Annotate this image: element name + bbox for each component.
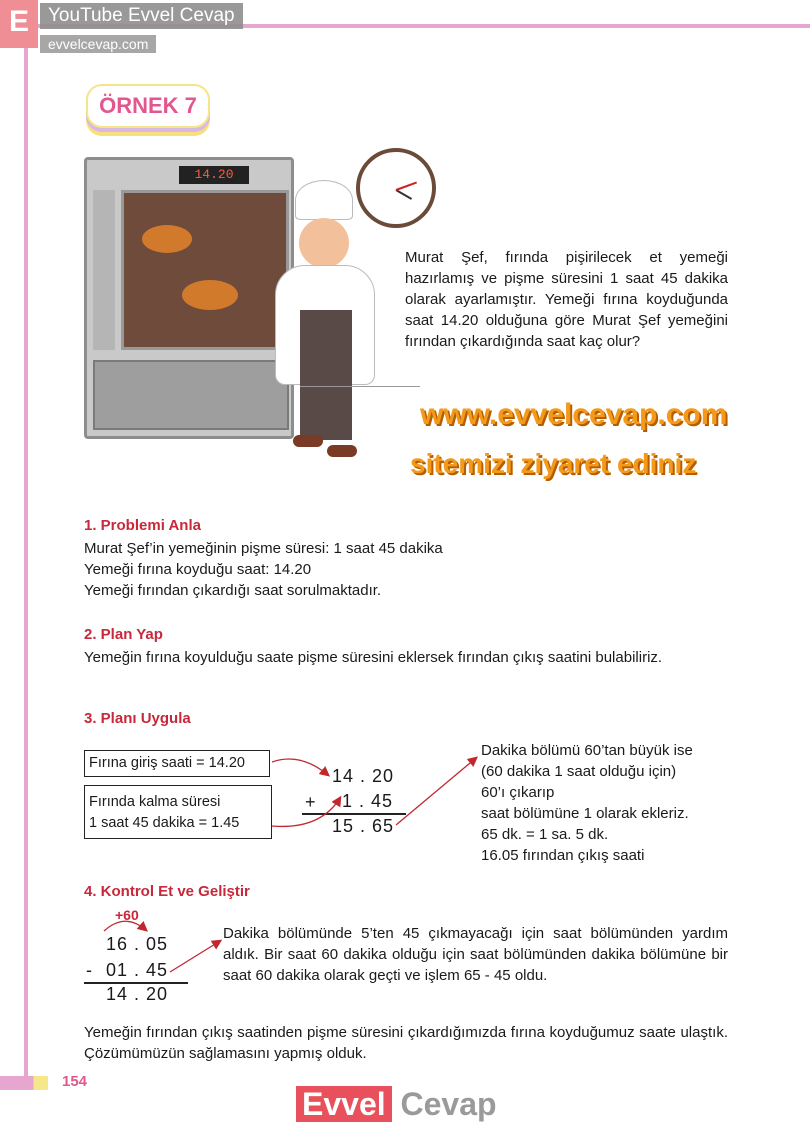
addend-2: 1 . 45 [342, 791, 394, 811]
note-line: 60’ı çıkarıp [481, 784, 555, 801]
section-3-title: 3. Planı Uygula [84, 710, 191, 727]
footer-logo-cevap: Cevap [400, 1086, 497, 1122]
line: Yemeği fırına koyduğu saat: 14.20 [84, 561, 312, 578]
footer-logo-evvel: Evvel [296, 1086, 392, 1122]
page-number: 154 [62, 1073, 88, 1090]
evvel-logo: E [0, 0, 38, 48]
watermark-site: www.evvelcevap.com [420, 398, 728, 431]
section-4-text: Dakika bölümünde 5’ten 45 çıkmayacağı için saat bölümünden yardım aldık. Bir saat 60 dakika olduğu için saat bölümünden dakika bölümüne bir saat 60 dakika olarak geçti ve işlem 65 - 45 oldu. [223, 925, 728, 984]
carry-label: +60 [115, 907, 139, 923]
section-4-title: 4. Kontrol Et ve Geliştir [84, 883, 250, 900]
site-banner[interactable]: evvelcevap.com [40, 35, 156, 53]
note-line: saat bölümüne 1 olarak ekleriz. [481, 805, 689, 822]
arrow [170, 941, 220, 972]
oven-display: 14.20 [179, 166, 249, 184]
page-number-bar [0, 1076, 48, 1090]
difference: 14 . 20 [106, 984, 169, 1004]
note-line: Dakika bölümü 60’tan büyük ise [481, 742, 693, 759]
footer-logo [296, 1086, 497, 1123]
sum-result: 15 . 65 [332, 816, 395, 836]
conclusion: Yemeğin fırından çıkış saatinden pişme süresini çıkardığımızda fırına koyduğumuz saate ulaştık. Çözümümüzün sağlamasını yapmış olduk. [84, 1024, 728, 1062]
arrow [272, 759, 328, 775]
arrow [272, 798, 340, 826]
subtrahend: 01 . 45 [106, 960, 169, 980]
note-line: (60 dakika 1 saat olduğu için) [481, 763, 677, 780]
line: Yemeği fırından çıkardığı saat sorulmaktadır. [84, 582, 382, 599]
problem-text: Murat Şef, fırında pişirilecek et yemeği hazırlamış ve pişme süresini 1 saat 45 dakika olarak ayarlamıştır. Yemeği fırına koyduğunda saat 14.20 olduğuna göre Murat Şef yemeğini fırından çıkardığında saat kaç olur? [405, 249, 728, 350]
section-2-text: Yemeğin fırına koyulduğu saate pişme süresini eklersek fırından çıkış saatini bulabiliriz. [84, 649, 663, 666]
section-2-title: 2. Plan Yap [84, 626, 163, 643]
example-title: ÖRNEK 7 [86, 84, 210, 128]
line: Murat Şef’in yemeğinin pişme süresi: 1 saat 45 dakika [84, 540, 443, 557]
minuend: 16 . 05 [106, 934, 169, 954]
duration-label: Fırında kalma süresi [89, 794, 221, 810]
arrow [104, 921, 146, 931]
duration-value: 1 saat 45 dakika = 1.45 [89, 815, 240, 831]
section-1-title: 1. Problemi Anla [84, 517, 201, 534]
entry-time-box: Fırına giriş saati = 14.20 [84, 750, 270, 777]
note-line: 16.05 fırından çıkış saati [481, 847, 645, 864]
youtube-banner[interactable]: YouTube Evvel Cevap [40, 3, 243, 29]
watermark-visit: sitemizi ziyaret ediniz [410, 448, 697, 479]
minus-sign: - [86, 960, 93, 980]
arrow [396, 758, 476, 825]
note-line: 65 dk. = 1 sa. 5 dk. [481, 826, 609, 843]
addend-1: 14 . 20 [332, 766, 395, 786]
plus-sign: + [305, 792, 317, 812]
